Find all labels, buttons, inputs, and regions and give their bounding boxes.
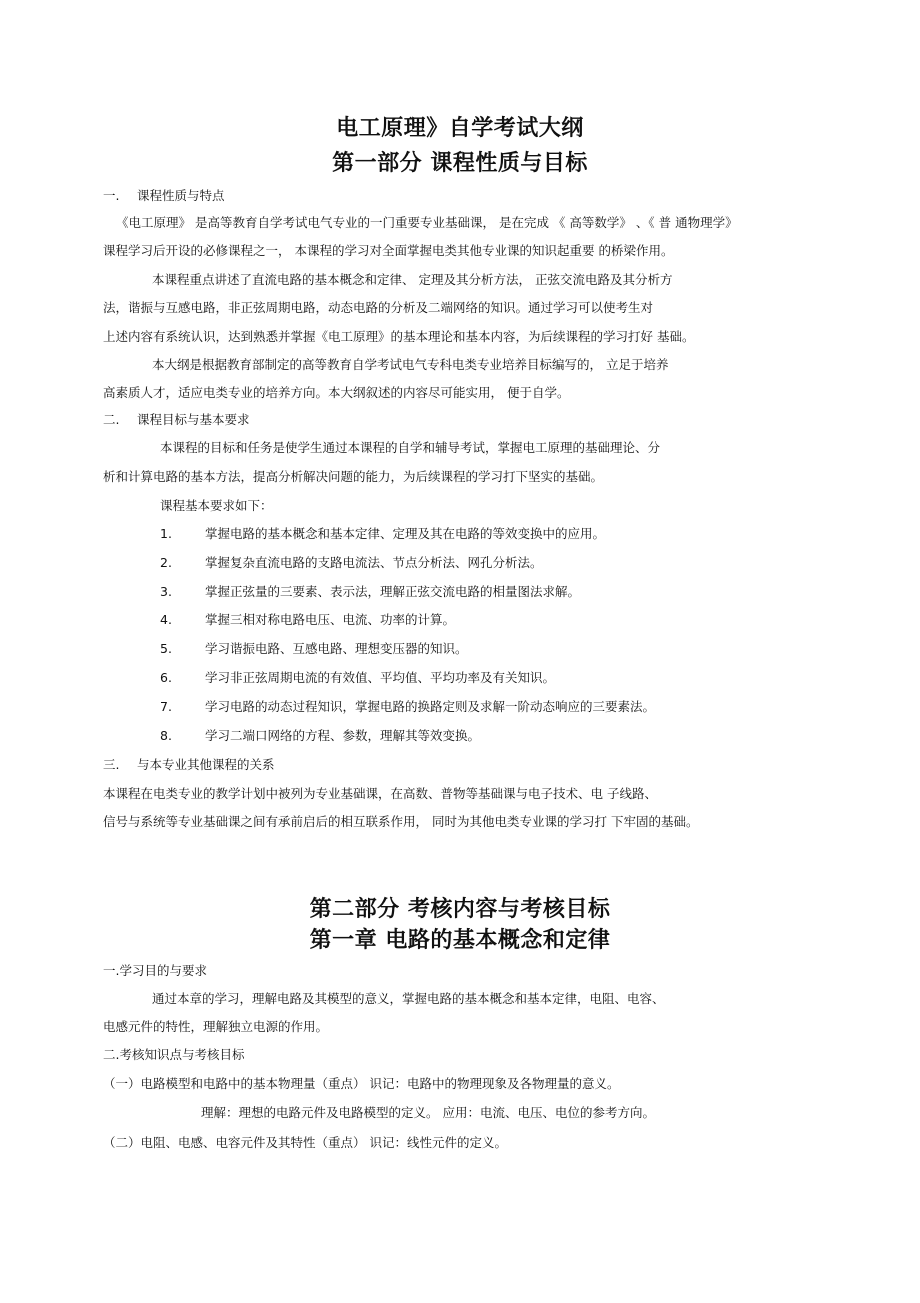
sec3-heading: 与本专业其他课程的关系 — [137, 757, 275, 772]
sec3-number: 三. — [103, 757, 120, 772]
req-text: 掌握电路的基本概念和基本定律、定理及其在电路的等效变换中的应用。 — [205, 526, 606, 541]
sec2-p1-line1: 本课程的目标和任务是使学生通过本课程的自学和辅导考试，掌握电工原理的基础理论、分 — [160, 440, 661, 455]
sec1-number: 一. — [103, 188, 120, 203]
sec2-p1-line2: 析和计算电路的基本方法，提高分析解决问题的能力，为后续课程的学习打下坚实的基础。 — [103, 469, 604, 484]
sec1-p3-line1: 本大纲是根据教育部制定的高等教育自学考试电气专科电类专业培养目标编写的， 立足于培养 — [152, 357, 669, 372]
req-text: 学习谐振电路、互感电路、理想变压器的知识。 — [205, 641, 468, 656]
sec1-p2-line2: 法，谐振与互感电路，非正弦周期电路，动态电路的分析及二端网络的知识。通过学习可以使考生对 — [103, 300, 654, 315]
req-number: 7. — [160, 699, 172, 714]
sec1-p1-line1: 《电工原理》 是高等教育自学考试电气专业的一门重要专业基础课， 是在完成 《 高等数学》 、《 普 通物理学》 — [116, 215, 738, 230]
req-number: 5. — [160, 641, 172, 656]
req-text: 学习电路的动态过程知识，掌握电路的换路定则及求解一阶动态响应的三要素法。 — [205, 699, 656, 714]
sec3-p1-line2: 信号与系统等专业基础课之间有承前启后的相互联系作用， 同时为其他电类专业课的学习打 下牢固的基础。 — [103, 814, 699, 829]
req-text: 学习非正弦周期电流的有效值、平均值、平均功率及有关知识。 — [205, 670, 556, 685]
ch1-sec1-line2: 电感元件的特性，理解独立电源的作用。 — [103, 1019, 329, 1034]
req-number: 8. — [160, 728, 172, 743]
ch1-sec1-heading: 一.学习目的与要求 — [103, 963, 207, 978]
sec2-heading: 课程目标与基本要求 — [137, 412, 250, 427]
requirements-intro: 课程基本要求如下： — [160, 498, 273, 513]
chapter1-title: 第一章 电路的基本概念和定律 — [309, 928, 611, 953]
req-text: 掌握正弦量的三要素、表示法，理解正弦交流电路的相量图法求解。 — [205, 584, 581, 599]
req-text: 掌握复杂直流电路的支路电流法、节点分析法、网孔分析法。 — [205, 555, 543, 570]
part2-title: 第二部分 考核内容与考核目标 — [309, 897, 611, 922]
sec1-p2-line1: 本课程重点讲述了直流电路的基本概念和定律、 定理及其分析方法， 正弦交流电路及其分析方 — [152, 272, 673, 287]
sec2-number: 二. — [103, 412, 120, 427]
req-text: 学习二端口网络的方程、参数，理解其等效变换。 — [205, 728, 481, 743]
req-number: 1. — [160, 526, 172, 541]
ch1-sec2-heading: 二.考核知识点与考核目标 — [103, 1047, 245, 1062]
sec1-p2-line3: 上述内容有系统认识，达到熟悉并掌握《电工原理》的基本理论和基本内容，为后续课程的学习打好 基础。 — [103, 329, 695, 344]
part1-title: 第一部分 课程性质与目标 — [332, 151, 588, 176]
document-title: 电工原理》自学考试大纲 — [336, 116, 584, 141]
ch1-sec1-line1: 通过本章的学习，理解电路及其模型的意义，掌握电路的基本概念和基本定律，电阻、电容、 — [152, 991, 665, 1006]
sec1-p1-line2: 课程学习后开设的必修课程之一， 本课程的学习对全面掌握电类其他专业课的知识起重要 的桥梁作用。 — [103, 243, 674, 258]
req-number: 4. — [160, 612, 172, 627]
sec1-p3-line2: 高素质人才，适应电类专业的培养方向。本大纲叙述的内容尽可能实用， 便于自学。 — [103, 385, 570, 400]
req-number: 2. — [160, 555, 172, 570]
ch1-item-1-cont: 理解：理想的电路元件及电路模型的定义。 应用：电流、电压、电位的参考方向。 — [201, 1105, 655, 1120]
req-number: 3. — [160, 584, 172, 599]
sec1-heading: 课程性质与特点 — [137, 188, 225, 203]
req-number: 6. — [160, 670, 172, 685]
ch1-item-2: （二）电阻、电感、电容元件及其特性（重点） 识记：线性元件的定义。 — [103, 1135, 507, 1150]
ch1-item-1: （一）电路模型和电路中的基本物理量（重点） 识记：电路中的物理现象及各物理量的意义。 — [103, 1076, 620, 1091]
req-text: 掌握三相对称电路电压、电流、功率的计算。 — [205, 612, 456, 627]
sec3-p1-line1: 本课程在电类专业的教学计划中被列为专业基础课，在高数、普物等基础课与电子技术、电 子线路、 — [103, 786, 657, 801]
